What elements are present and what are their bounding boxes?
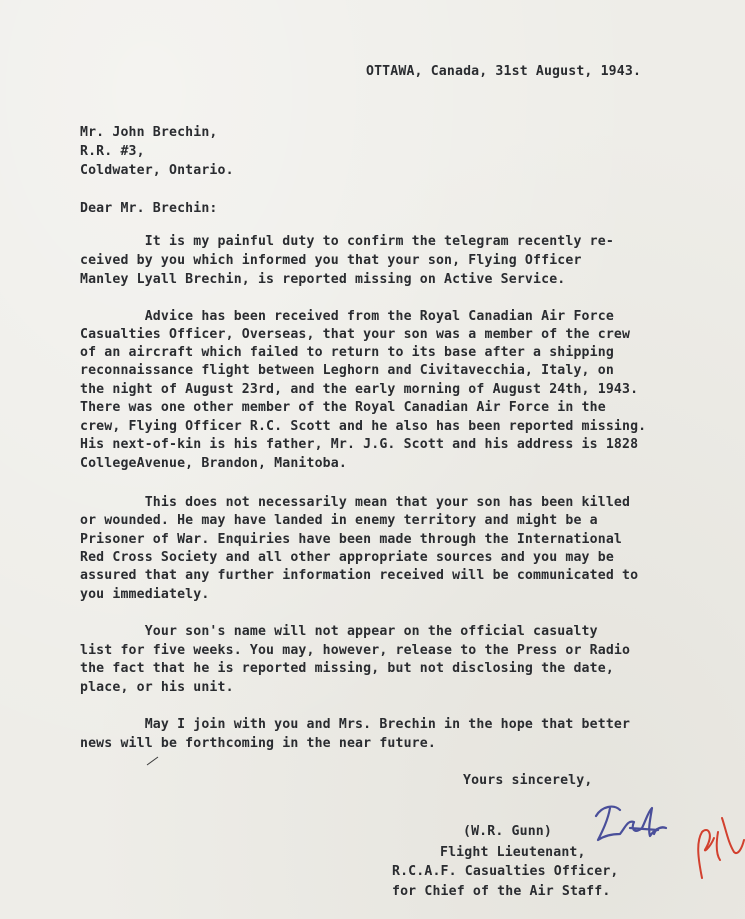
valediction: Yours sincerely, [463,773,593,788]
signatory-rank: Flight Lieutenant, [440,845,586,860]
paragraph-line: Casualties Officer, Overseas, that your son was a member of the crew [80,327,631,342]
paragraph-line: list for five weeks. You may, however, release to the Press or Radio [80,643,631,658]
pencil-tick-icon [146,756,160,766]
paragraph-line: news will be forthcoming in the near future. [80,736,436,751]
recipient-town: Coldwater, Ontario. [80,163,234,178]
paragraph-line: the fact that he is reported missing, but not disclosing the date, [80,661,614,676]
paragraph-line: or wounded. He may have landed in enemy territory and might be a [80,513,598,528]
signatory-for-line: for Chief of the Air Staff. [392,884,611,899]
paragraph-line: of an aircraft which failed to return to its base after a shipping [80,345,614,360]
paragraph-line: assured that any further information received will be communicated to [80,568,639,583]
red-pencil-annotation-icon [688,808,745,888]
paragraph-line: Advice has been received from the Royal Canadian Air Force [80,309,614,324]
paragraph-line: It is my painful duty to confirm the telegram recently re- [80,234,614,249]
paragraph-line: Prisoner of War. Enquiries have been made through the International [80,532,622,547]
paragraph-line: ceived by you which informed you that your son, Flying Officer [80,253,582,268]
paragraph-line: the night of August 23rd, and the early morning of August 24th, 1943. [80,382,639,397]
paragraph-line: Manley Lyall Brechin, is reported missing on Active Service. [80,272,566,287]
date-line: OTTAWA, Canada, 31st August, 1943. [366,64,642,79]
salutation: Dear Mr. Brechin: [80,201,218,216]
signatory-name: (W.R. Gunn) [463,824,552,839]
paragraph-line: There was one other member of the Royal Canadian Air Force in the [80,400,606,415]
paragraph-line: you immediately. [80,587,210,602]
paragraph-line: crew, Flying Officer R.C. Scott and he also has been reported missing. [80,419,647,434]
paragraph-line: reconnaissance flight between Leghorn and Civitavecchia, Italy, on [80,363,614,378]
paragraph-line: This does not necessarily mean that your son has been killed [80,495,631,510]
signature-icon [590,800,680,846]
paragraph-line: place, or his unit. [80,680,234,695]
paragraph-line: Your son's name will not appear on the official casualty [80,624,598,639]
recipient-route: R.R. #3, [80,144,145,159]
paragraph-line: His next-of-kin is his father, Mr. J.G. Scott and his address is 1828 [80,437,639,452]
paragraph-line: CollegeAvenue, Brandon, Manitoba. [80,456,347,471]
paragraph-line: May I join with you and Mrs. Brechin in the hope that better [80,717,631,732]
paragraph-line: Red Cross Society and all other appropriate sources and you may be [80,550,614,565]
recipient-name: Mr. John Brechin, [80,125,218,140]
signatory-title: R.C.A.F. Casualties Officer, [392,864,619,879]
